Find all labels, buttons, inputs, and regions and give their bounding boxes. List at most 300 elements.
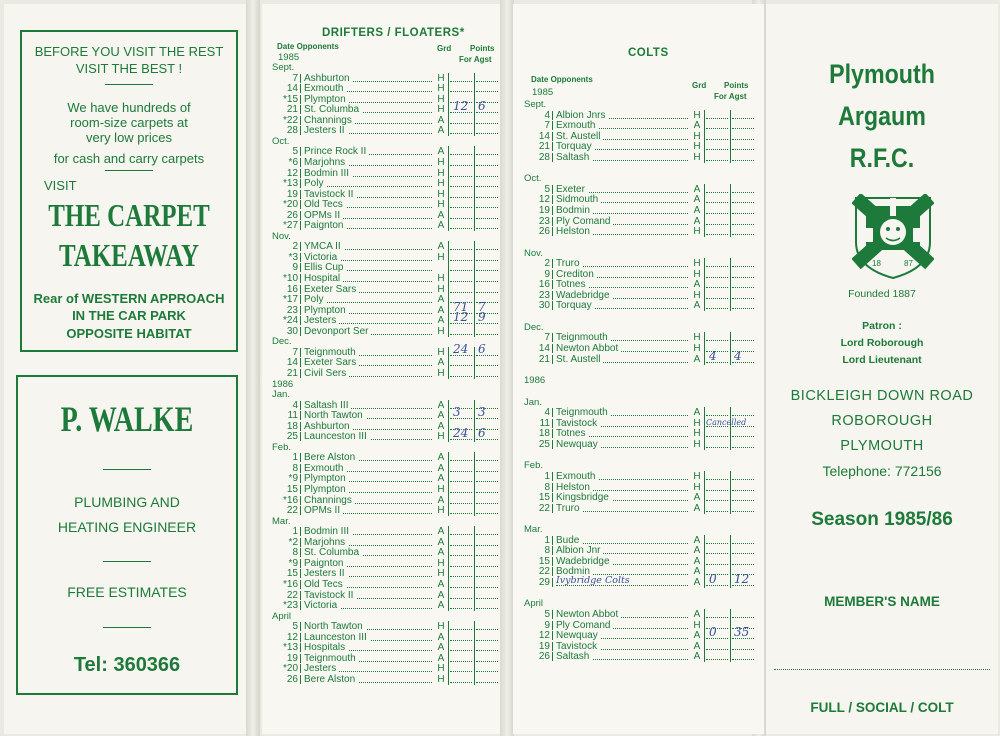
date-separator (552, 493, 553, 502)
points-dots (450, 629, 472, 630)
points-rule (730, 492, 731, 503)
advert-text: PLUMBING AND (74, 494, 180, 510)
points-dots (450, 133, 472, 134)
fixture-opponent: Hospitals (304, 642, 348, 653)
month-heading: Sept. (272, 62, 295, 73)
points-rule (448, 600, 449, 611)
points-rule (474, 284, 475, 295)
score-against: 12 (734, 571, 750, 586)
points-rule (448, 526, 449, 537)
points-rule (704, 503, 705, 514)
date-separator (300, 179, 301, 188)
fixture-ground: A (437, 578, 445, 590)
points-dots (450, 587, 472, 588)
fixture-row (524, 556, 762, 567)
points-dots (706, 118, 728, 119)
fixture-ground: A (693, 630, 701, 642)
fixture-date: 19 (538, 640, 550, 652)
fixture-date: 19 (538, 204, 550, 216)
fixture-opponent: Albion Jnr (556, 545, 603, 556)
points-dots (706, 479, 728, 480)
points-rule (474, 94, 475, 105)
points-rule (448, 125, 449, 136)
month-heading: Dec. (524, 321, 544, 333)
points-rule (448, 653, 449, 664)
date-separator (300, 432, 301, 441)
points-dots (450, 334, 472, 335)
fixture-date: 29 (538, 576, 550, 588)
date-separator (552, 429, 553, 438)
date-separator (300, 348, 301, 357)
points-rule (730, 205, 731, 216)
member-name-line[interactable] (774, 669, 990, 670)
fixture-date: 12 (538, 630, 550, 642)
divider (103, 469, 151, 470)
fixture-ground: H (693, 130, 701, 142)
fixture-date: 5 (544, 183, 550, 195)
fixture-date: 2 (292, 241, 298, 253)
fixture-ground: H (437, 273, 445, 284)
fixture-date: 11 (287, 410, 298, 422)
points-rule (474, 600, 475, 611)
fixture-ground: A (693, 609, 701, 620)
fixture-row (524, 216, 762, 227)
points-dots (476, 176, 498, 177)
points-rule (730, 471, 731, 482)
points-rule (448, 220, 449, 231)
points-dots (450, 534, 472, 535)
fixture-opponent: Tavistock (556, 418, 600, 429)
points-dots (450, 154, 472, 155)
points-rule (704, 482, 705, 493)
score-for: 0 (709, 571, 717, 586)
fixture-row (272, 600, 498, 611)
fixture-ground: A (437, 357, 445, 369)
fixture-opponent: YMCA II (304, 241, 344, 252)
fixture-date: 12 (538, 194, 550, 206)
fold-crease (500, 0, 514, 736)
fixture-ground: H (437, 283, 445, 295)
points-rule (730, 545, 731, 556)
date-separator (552, 408, 553, 417)
points-dots (476, 218, 498, 219)
fixture-date: 22 (286, 505, 298, 517)
fixture-opponent: Hospital (304, 273, 343, 284)
fixture-row (524, 184, 762, 195)
date-separator (300, 105, 301, 114)
points-rule (474, 83, 475, 94)
points-dots (450, 555, 472, 556)
points-rule (448, 241, 449, 252)
fixture-date: 9 (292, 262, 298, 274)
points-dots (732, 340, 754, 341)
fixture-opponent: Exmouth (304, 83, 346, 94)
fixture-date: *20 (282, 663, 298, 675)
date-separator (300, 601, 301, 610)
fixture-opponent: Newton Abbot (556, 343, 621, 354)
telephone-number: Tel: 360366 (73, 654, 181, 676)
points-rule (474, 115, 475, 126)
fixture-date: 19 (286, 188, 298, 200)
fixture-row (524, 226, 762, 237)
fixture-ground: A (437, 494, 445, 506)
points-rule (474, 294, 475, 305)
points-rule (730, 630, 731, 641)
month-heading: Mar. (272, 515, 291, 527)
fixture-date: 14 (538, 130, 550, 142)
points-rule (448, 368, 449, 379)
points-dots (732, 308, 754, 309)
date-separator (552, 483, 553, 492)
points-dots (732, 617, 754, 618)
fixture-opponent: Helston (556, 226, 593, 237)
fixture-date: *24 (282, 315, 298, 327)
points-dots (476, 513, 498, 514)
points-dots (706, 436, 728, 437)
fixture-opponent: Plympton (304, 305, 349, 316)
fixture-row (524, 620, 762, 631)
date-separator (300, 580, 301, 589)
points-dots (450, 545, 472, 546)
carpet-advert (20, 30, 238, 352)
fixture-date: 18 (538, 428, 550, 440)
points-rule (704, 332, 705, 343)
points-rule (448, 484, 449, 495)
fixture-ground: H (693, 109, 701, 121)
date-separator (552, 440, 553, 449)
fixture-date: 7 (292, 346, 298, 358)
points-dots (476, 534, 498, 535)
points-rule (448, 547, 449, 558)
fixture-date: 7 (544, 332, 550, 344)
points-dots (706, 564, 728, 565)
points-rule (730, 141, 731, 152)
date-separator (300, 147, 301, 156)
date-separator (300, 84, 301, 93)
points-rule (448, 410, 449, 421)
points-dots (732, 139, 754, 140)
points-rule (704, 651, 705, 662)
fixture-ground: H (437, 367, 445, 379)
fixtures-title: COLTS (628, 47, 669, 59)
fixture-opponent: Poly (304, 294, 326, 305)
date-separator (300, 474, 301, 483)
score-against: 3 (478, 405, 486, 420)
points-dots (706, 192, 728, 193)
date-separator (552, 195, 553, 204)
fixture-opponent: Ashburton (304, 73, 353, 84)
points-dots (450, 503, 472, 504)
points-rule (448, 537, 449, 548)
fixture-date: 23 (286, 304, 298, 316)
fixture-date: 16 (538, 279, 550, 291)
fixture-row (524, 131, 762, 142)
fixture-opponent: Plympton (304, 484, 349, 495)
points-rule (474, 463, 475, 474)
points-dots (706, 490, 728, 491)
points-rule (704, 545, 705, 556)
points-dots (706, 266, 728, 267)
fixture-opponent: Victoria (304, 600, 340, 611)
points-rule (704, 205, 705, 216)
fixture-row (272, 115, 498, 126)
points-rule (474, 431, 475, 442)
points-rule (448, 463, 449, 474)
date-separator (552, 227, 553, 236)
points-dots (706, 511, 728, 512)
fixture-ground: H (693, 226, 701, 238)
date-separator (300, 559, 301, 568)
points-rule (474, 421, 475, 432)
fixture-ground: A (693, 545, 701, 557)
fixture-row (524, 194, 762, 205)
fixture-opponent: Exmouth (556, 120, 598, 131)
fixture-opponent: North Tawton (304, 621, 366, 632)
fixture-date: *22 (282, 114, 298, 126)
points-rule (730, 269, 731, 280)
date-separator (552, 610, 553, 619)
fixture-ground: A (437, 220, 445, 232)
date-separator (552, 652, 553, 661)
fixture-row (272, 83, 498, 94)
fixture-opponent: Ply Comand (556, 620, 613, 631)
fixture-date: *13 (282, 642, 298, 654)
season-year: 1985 (532, 87, 554, 98)
date-separator (552, 557, 553, 566)
fixture-opponent: Truro (556, 503, 583, 514)
points-header: Points (724, 81, 749, 90)
month-heading: Oct. (272, 135, 290, 147)
fixture-row (524, 269, 762, 280)
points-rule (448, 73, 449, 84)
fixture-ground: A (437, 526, 445, 538)
fixture-row (272, 73, 498, 84)
fixture-row (272, 189, 498, 200)
date-separator (552, 121, 553, 130)
fixture-date: 30 (538, 300, 550, 312)
points-rule (448, 674, 449, 685)
fixture-date: 4 (544, 407, 550, 419)
plumber-name: P. WALKE (60, 399, 194, 439)
points-rule (704, 226, 705, 237)
score-against: 4 (734, 348, 742, 363)
address-line: PLYMOUTH (840, 438, 924, 454)
points-dots (450, 218, 472, 219)
fixture-row (272, 157, 498, 168)
patron-title: Lord Lieutenant (842, 354, 922, 366)
points-dots (450, 682, 472, 683)
points-dots (450, 576, 472, 577)
fixture-ground: A (437, 642, 445, 654)
advert-text: We have hundreds of (67, 100, 191, 115)
fixture-date: 8 (544, 481, 550, 493)
date-separator (552, 111, 553, 120)
points-rule (474, 621, 475, 632)
fixture-ground: A (693, 534, 701, 546)
club-cover-panel (766, 4, 998, 734)
month-heading: Nov. (272, 230, 291, 242)
fixture-ground: H (437, 621, 445, 633)
fixture-row (272, 579, 498, 590)
fixture-date: 23 (538, 289, 550, 301)
fixture-ground: H (693, 268, 701, 280)
season-text: Season 1985/86 (811, 509, 953, 530)
fixture-opponent: Jesters II (304, 125, 348, 136)
date-separator (300, 591, 301, 600)
points-rule (704, 300, 705, 311)
fixture-date: 5 (292, 146, 298, 158)
fixture-row (524, 428, 762, 439)
points-dots (732, 436, 754, 437)
points-dots (706, 149, 728, 150)
fixture-opponent: Channings (304, 115, 355, 126)
points-rule (474, 347, 475, 358)
points-dots (732, 277, 754, 278)
points-rule (704, 492, 705, 503)
points-dots (732, 447, 754, 448)
fixture-ground: A (693, 407, 701, 419)
points-rule (704, 577, 705, 588)
fixtures-title: DRIFTERS / FLOATERS* (322, 27, 465, 39)
fixture-row (272, 632, 498, 643)
points-rule (704, 279, 705, 290)
date-separator (300, 116, 301, 125)
divider (105, 84, 153, 85)
fixture-ground: H (437, 325, 445, 337)
points-dots (476, 260, 498, 261)
carpet-takeaway-title: TAKEAWAY (58, 237, 200, 273)
fixture-ground: H (693, 619, 701, 631)
fixture-ground: A (693, 120, 701, 132)
score-for: 24 (453, 341, 469, 356)
month-heading: April (524, 598, 544, 610)
for-agst-header: For Agst (714, 92, 747, 101)
points-rule (704, 110, 705, 121)
fixture-date: *10 (282, 273, 298, 284)
date-separator (300, 169, 301, 178)
points-rule (730, 556, 731, 567)
points-dots (450, 608, 472, 609)
fixture-ground: H (693, 343, 701, 354)
fixture-opponent: Bodmin III (304, 526, 352, 537)
fixture-date: *20 (282, 199, 298, 211)
points-dots (732, 128, 754, 129)
month-heading: April (272, 610, 292, 622)
month-heading: Mar. (524, 524, 543, 536)
fixture-row (524, 258, 762, 269)
points-dots (476, 91, 498, 92)
points-rule (474, 495, 475, 506)
points-dots (732, 192, 754, 193)
points-rule (704, 556, 705, 567)
points-rule (474, 146, 475, 157)
date-separator (300, 253, 301, 262)
points-dots (476, 640, 498, 641)
points-dots (476, 608, 498, 609)
fixture-opponent: Exmouth (556, 471, 598, 482)
points-rule (474, 484, 475, 495)
fixture-date: 12 (286, 631, 298, 643)
fixture-date: 16 (286, 283, 298, 295)
points-rule (448, 262, 449, 273)
points-dots (706, 287, 728, 288)
fixture-row (272, 400, 498, 411)
points-rule (474, 410, 475, 421)
fixture-date: 15 (538, 492, 550, 504)
date-separator (552, 206, 553, 215)
points-dots (732, 500, 754, 501)
date-separator (300, 211, 301, 220)
date-separator (300, 506, 301, 515)
points-rule (730, 290, 731, 301)
points-dots (732, 213, 754, 214)
points-rule (448, 94, 449, 105)
fixture-ground: H (693, 289, 701, 301)
fixture-opponent: Prince Rock II (304, 146, 369, 157)
fixture-opponent: St. Austell (556, 131, 603, 142)
fixture-date: 15 (286, 568, 298, 580)
points-dots (450, 165, 472, 166)
founded-text: Founded 1887 (848, 288, 916, 300)
date-separator (552, 301, 553, 310)
fixture-ground: A (437, 420, 445, 432)
score-for: 24 (453, 426, 469, 441)
fixture-opponent: Bere Alston (304, 674, 358, 685)
fixture-row (272, 368, 498, 379)
fixture-row (272, 473, 498, 484)
fixture-date: 21 (286, 104, 298, 116)
fixture-date: *9 (288, 557, 298, 569)
date-separator (300, 496, 301, 505)
points-dots (450, 197, 472, 198)
address-line: ROBOROUGH (831, 413, 933, 429)
points-rule (704, 471, 705, 482)
fixture-opponent: Newquay (556, 439, 601, 450)
fixture-opponent: Jesters (304, 315, 339, 326)
points-dots (732, 298, 754, 299)
fixture-ground: A (437, 146, 445, 158)
advert-text: room-size carpets at (70, 115, 188, 130)
points-dots (732, 234, 754, 235)
fixture-date: 15 (538, 555, 550, 567)
fixture-date: 7 (544, 120, 550, 132)
date-separator (300, 242, 301, 251)
date-separator (552, 642, 553, 651)
club-name: Argaum (838, 101, 926, 131)
points-dots (450, 260, 472, 261)
fixture-row (272, 590, 498, 601)
points-dots (476, 292, 498, 293)
advert-text: IN THE CAR PARK (72, 308, 186, 323)
date-separator (300, 295, 301, 304)
points-dots (732, 224, 754, 225)
fixture-date: 14 (286, 83, 298, 95)
points-dots (706, 659, 728, 660)
date-separator (300, 95, 301, 104)
points-dots (476, 587, 498, 588)
fixture-row (272, 505, 498, 516)
fixture-date: 1 (544, 470, 550, 482)
points-dots (450, 186, 472, 187)
points-dots (706, 308, 728, 309)
points-rule (474, 400, 475, 411)
date-separator (552, 419, 553, 428)
date-separator (300, 464, 301, 473)
fixture-row (524, 300, 762, 311)
points-dots (476, 186, 498, 187)
fixture-date: 5 (292, 621, 298, 633)
points-dots (476, 165, 498, 166)
